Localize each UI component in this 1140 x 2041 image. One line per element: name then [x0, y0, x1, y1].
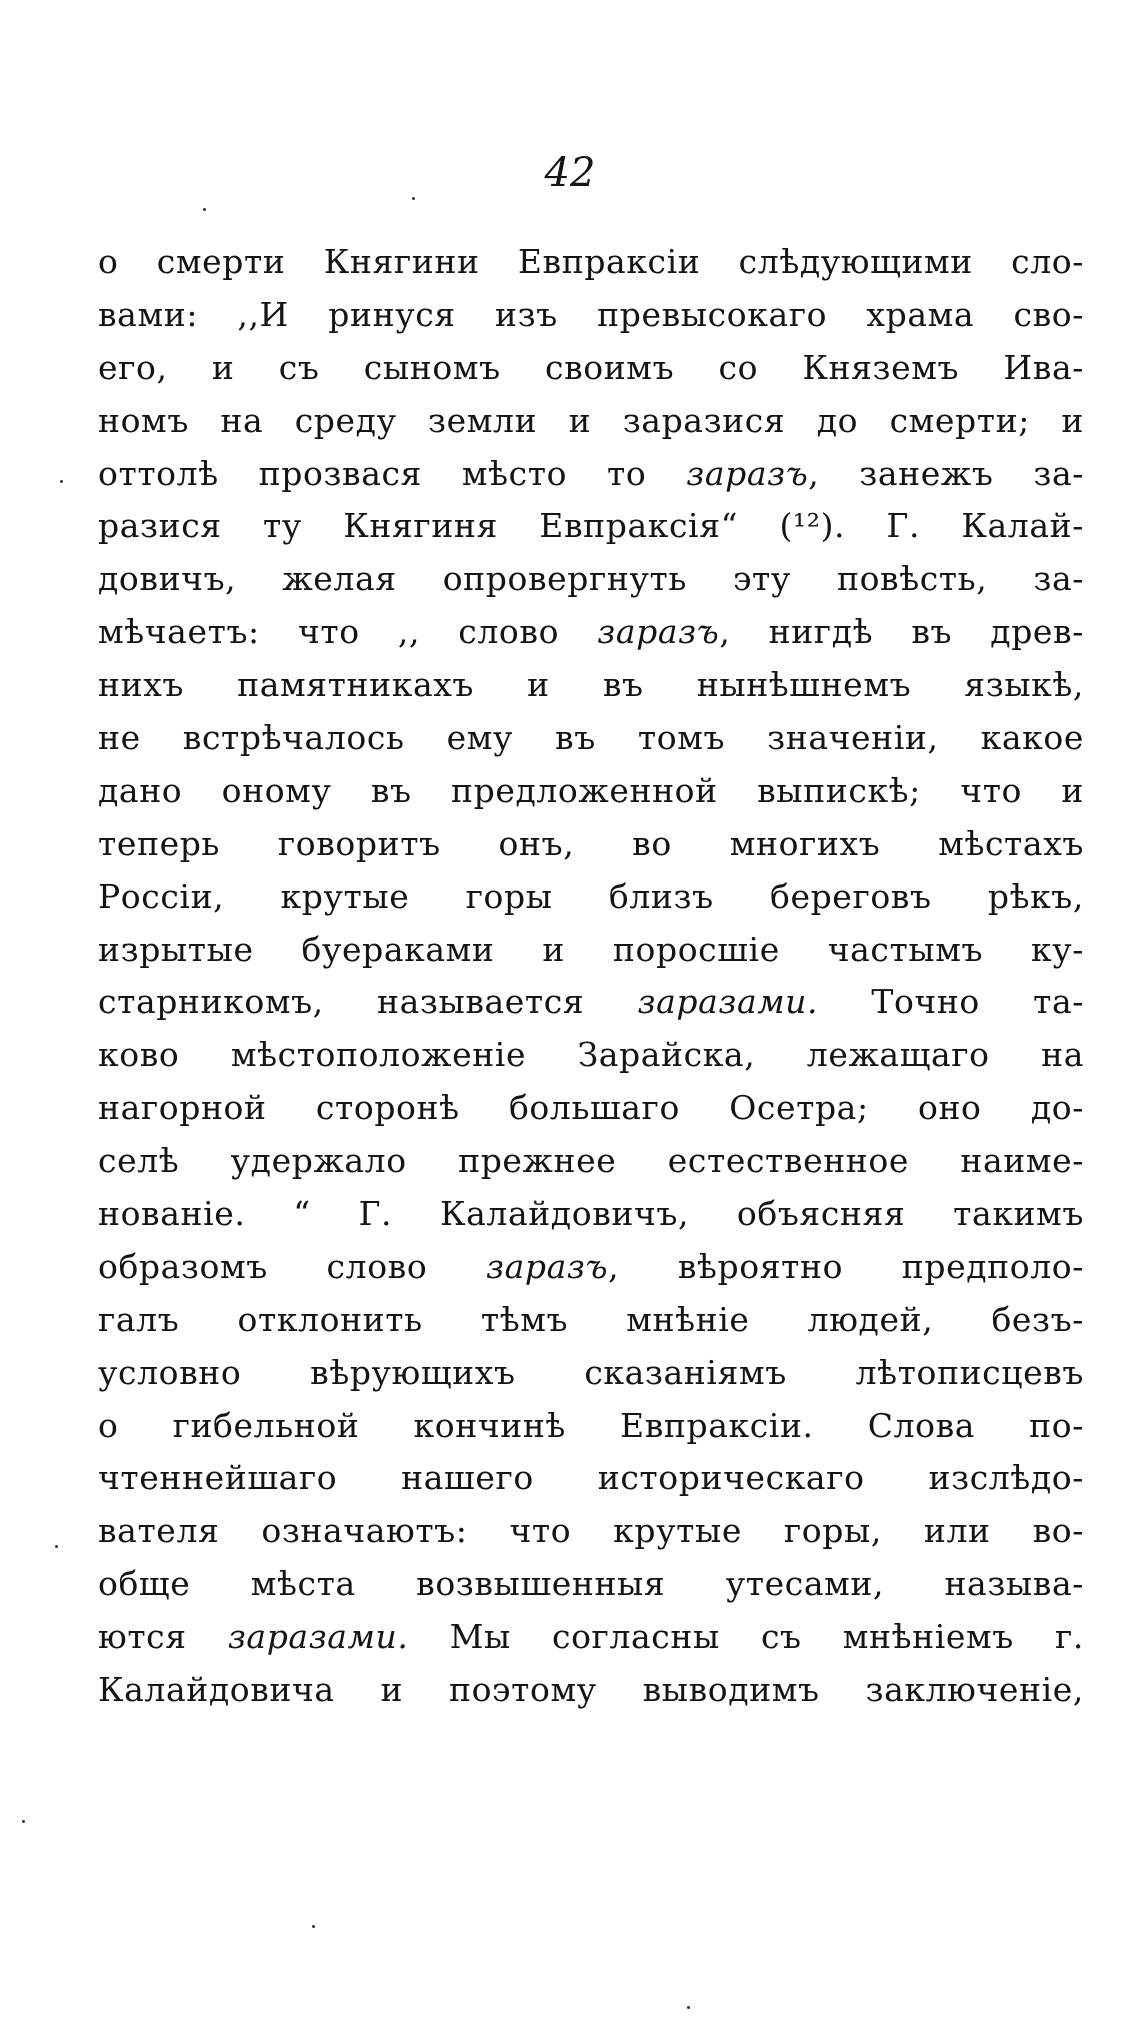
- text-segment: образомъ слово: [98, 1246, 487, 1286]
- text-line: [98, 871, 1084, 924]
- text-line: [98, 236, 1084, 289]
- italic-word: заразами.: [227, 1617, 409, 1657]
- text-segment: чтеннейшаго нашего историческаго изслѣдо-: [98, 1458, 1084, 1498]
- text-segment: Мы согласны съ мнѣніемъ г.: [408, 1617, 1084, 1657]
- text-segment: старникомъ, называется: [98, 982, 638, 1022]
- text-line: [98, 289, 1084, 342]
- text-segment: вателя означаютъ: что крутые горы, или во-: [98, 1511, 1084, 1551]
- text-segment: Россіи, крутые горы близъ береговъ рѣкъ,: [98, 876, 1084, 916]
- text-segment: Точно та-: [818, 982, 1084, 1022]
- text-segment: о гибельной кончинѣ Евпраксіи. Слова по-: [98, 1405, 1084, 1445]
- text-segment: обще мѣста возвышенныя утесами, называ-: [98, 1564, 1084, 1604]
- body-text: [98, 236, 1084, 1717]
- italic-word: заразъ: [597, 612, 720, 652]
- text-line: [98, 1611, 1084, 1664]
- text-line: [98, 1082, 1084, 1135]
- text-line: [98, 1294, 1084, 1347]
- italic-word: заразъ: [686, 453, 809, 493]
- text-line: [98, 712, 1084, 765]
- text-line: [98, 1135, 1084, 1188]
- text-segment: номъ на среду земли и заразися до смерти; и: [98, 400, 1084, 440]
- text-segment: довичъ, желая опровергнуть эту повѣсть, за-: [98, 559, 1084, 599]
- text-line: [98, 1188, 1084, 1241]
- text-segment: нихъ памятникахъ и въ нынѣшнемъ языкѣ,: [98, 665, 1084, 705]
- text-line: [98, 1347, 1084, 1400]
- text-segment: галъ отклонить тѣмъ мнѣніе людей, безъ-: [98, 1299, 1084, 1339]
- text-line: [98, 606, 1084, 659]
- text-line: [98, 659, 1084, 712]
- text-line: [98, 553, 1084, 606]
- scan-speck: [412, 197, 415, 200]
- text-line: [98, 1505, 1084, 1558]
- text-line: [98, 1241, 1084, 1294]
- text-segment: нованіе. “ Г. Калайдовичъ, объясняя такимъ: [98, 1194, 1084, 1234]
- text-line: [98, 1558, 1084, 1611]
- text-line: [98, 1452, 1084, 1505]
- italic-word: заразами.: [637, 982, 819, 1022]
- page-number: 42: [544, 150, 596, 196]
- text-line: [98, 500, 1084, 553]
- text-segment: нагорной сторонѣ большаго Осетра; оно до-: [98, 1088, 1084, 1128]
- italic-word: заразъ: [486, 1246, 609, 1286]
- text-segment: вами: ,,И ринуся изъ превысокаго храма сво-: [98, 294, 1084, 334]
- scan-speck: [55, 1545, 58, 1548]
- text-line: [98, 448, 1084, 501]
- text-segment: , вѣроятно предполо-: [608, 1246, 1084, 1286]
- scan-speck: [203, 208, 206, 211]
- text-segment: дано оному въ предложенной выпискѣ; что и: [98, 770, 1084, 810]
- text-segment: ково мѣстоположеніе Зарайска, лежащаго на: [98, 1035, 1084, 1075]
- text-line: [98, 1400, 1084, 1453]
- text-segment: Калайдовича и поэтому выводимъ заключеніе,: [98, 1670, 1084, 1710]
- text-line: [98, 1029, 1084, 1082]
- text-segment: оттолѣ прозвася мѣсто то: [98, 453, 687, 493]
- text-segment: теперь говоритъ онъ, во многихъ мѣстахъ: [98, 823, 1084, 863]
- scan-speck: [687, 2006, 690, 2009]
- text-segment: разися ту Княгиня Евпраксія“ (¹²). Г. Калай-: [98, 506, 1084, 546]
- scan-speck: [60, 480, 63, 483]
- text-segment: мѣчаетъ: что ,, слово: [98, 612, 598, 652]
- text-segment: о смерти Княгини Евпраксіи слѣдующими сло-: [98, 242, 1084, 281]
- text-line: [98, 1664, 1084, 1717]
- scan-speck: [22, 1820, 25, 1823]
- text-line: [98, 976, 1084, 1029]
- text-segment: изрытые буераками и поросшіе частымъ ку-: [98, 929, 1084, 969]
- text-segment: , занежъ за-: [808, 453, 1084, 493]
- scan-speck: [312, 1925, 315, 1928]
- text-segment: , нигдѣ въ древ-: [719, 612, 1084, 652]
- text-segment: его, и съ сыномъ своимъ со Княземъ Ива-: [98, 347, 1084, 387]
- text-line: [98, 395, 1084, 448]
- text-segment: селѣ удержало прежнее естественное наиме-: [98, 1141, 1084, 1181]
- text-line: [98, 342, 1084, 395]
- text-line: [98, 924, 1084, 977]
- text-line: [98, 818, 1084, 871]
- text-segment: ются: [98, 1617, 228, 1657]
- text-line: [98, 765, 1084, 818]
- text-segment: не встрѣчалось ему въ томъ значеніи, какое: [98, 718, 1084, 758]
- text-segment: условно вѣрующихъ сказаніямъ лѣтописцевъ: [98, 1352, 1084, 1392]
